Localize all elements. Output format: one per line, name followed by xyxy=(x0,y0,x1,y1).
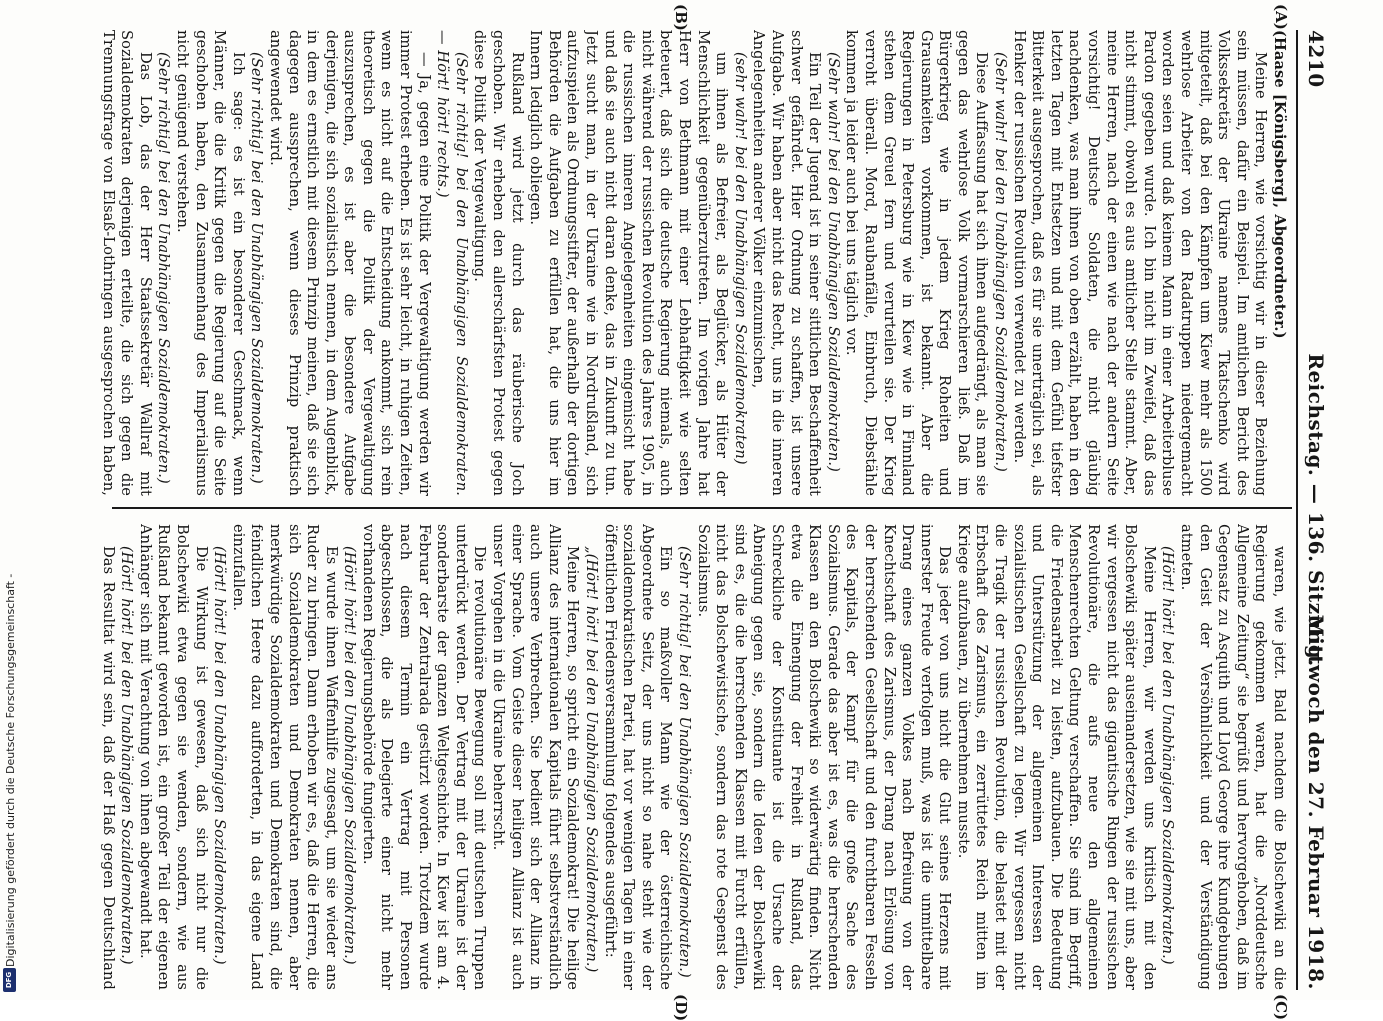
page-header xyxy=(1296,30,1330,990)
paragraph: (Sehr richtig! bei den Unabhängigen Sozialdemokraten.) xyxy=(248,52,266,484)
header-rule xyxy=(1296,30,1298,990)
paragraph: Diese Auffassung hat sich ihnen aufgedrängt, als man sie gegen das wehrlose Volk vormarschieren ließ. Daß im Bürgerkrieg wie in jedem Krieg Roheiten und Grausamkeiten vorkommen, ist bekannt. Aber die Regierungen in Petersburg wie in Kiew wie in Finnland stehen dem Greuel fern und verurteilen sie. Der Krieg verroht überall. Mord, Raubanfälle, Einbruch, Diebstähle kommen ja leider auch bei uns täglich vor. xyxy=(843,30,991,496)
speaker-line: (Haase [Königsberg], Abgeordneter.) xyxy=(1271,30,1288,339)
dfg-logo xyxy=(3,968,16,992)
paragraph: Rußland wird jetzt durch das räuberische Joch geschoben. Wir erheben den allerschärfsten Protest gegen diese Politik der Vergewaltigung. xyxy=(471,30,526,496)
paragraph: (Sehr wahr! bei den Unabhängigen Sozialdemokraten.) xyxy=(824,52,842,472)
paragraph: Ich sage: es ist ein besonderer Geschmack, wenn Männer, die die Kritik gegen die Regierung auf die Seite geschoben haben, den Zusammenhang des Imperialismus nicht genügend verstehen. xyxy=(173,30,247,496)
paragraph: Das Resultat wird sein, daß der Haß gegen Deutschland xyxy=(99,546,117,990)
newspaper-sheet xyxy=(70,4,1330,1021)
paragraph: Die Wirkung ist gewesen, daß sich nicht nur die Bolschewiki etwa gegen sie wenden, sondern, wie aus Rußland bekannt geworden ist, ein großer Teil der eigenen Anhänger sich mit Verachtung von ihnen abgewandt hat. xyxy=(136,524,210,990)
paragraph: (Sehr wahr! bei den Unabhängigen Sozialdemokraten.) xyxy=(992,52,1010,472)
paragraph: (Hört! hört! bei den Unabhängigen Sozialdemokraten.) xyxy=(1159,546,1177,965)
paragraph: (sehr wahr! bei den Unabhängigen Sozialdemokraten) xyxy=(731,52,749,465)
paragraph: Meine Herren, so spricht ein Sozialdemokrat! Die heilige Allianz des internationalen Kapitals führt selbstverständlich auch unsere Verbrechen. Sie bedient sich der Allianz in einer Sprache. Vom Geiste dieser heiligen Allianz ist auch unser Vorgehen in die Ukraine beherrscht. xyxy=(490,524,582,990)
funding-note-text: Digitalisierung gefördert durch die Deutsche Forschungsgemeinschaft - xyxy=(4,573,17,967)
paragraph: (Sehr richtig! bei den Unabhängigen Sozialdemokraten.) xyxy=(155,52,173,484)
left-column-paragraphs xyxy=(98,30,1269,496)
left-column xyxy=(98,30,1288,496)
page-number: 4210 xyxy=(1304,30,1328,88)
paragraph: um ihnen als Befreier, als Beglücker, als Hüter der Menschlichkeit gegenüberzutreten. Im vorigen Jahre hat Herr von Bethmann mit einer Lebhaftigkeit wie selten beteuert, daß sich die deutsche Regierung niemals, auch nicht während der russischen Revolution des Jahres 1905, in die russischen inneren Angelegenheiten eingemischt habe und daß sie auch nicht daran denke, das in Zukunft zu tun. Jetzt sucht man, in der Ukraine wie in Nordrußland, sich aufzuspielen als Ordnungsstifter, der außerhalb der dortigen Behörden die Aufgaben zu erfüllen hat, die uns hier im Innern lediglich obliegen. xyxy=(527,30,731,496)
dfg-logo-text: DFG xyxy=(5,971,14,989)
margin-marker-b: (B) xyxy=(672,4,690,31)
paragraph: Ein so maßvoller Mann wie der österreichische Abgeordnete Seitz, der uns nicht so nahe steht wie der sozialdemokratischen Partei, hat vor wenigen Tagen in einer öffentlichen Friedensversammlung folgendes ausgeführt: xyxy=(601,524,675,990)
paragraph: — Ja, gegen eine Politik der Vergewaltigung werden wir immer Protest erheben. Es ist sehr leicht, in ruhigen Zeiten, wenn es nicht auf die Entscheidung ankommt, sich rein theoretisch gegen die Politik der Vergewaltigung auszusprechen, es ist aber die besondere Aufgabe derjenigen, die sich sozialistisch nennen, in dem Augenblick, in dem es ernstlich mit diesem Prinzip meinen, daß sie sich dagegen aussprechen, wenn dieses Prinzip praktisch angewendet wird. xyxy=(266,30,433,496)
margin-marker-a: (A) xyxy=(1272,4,1290,30)
funding-note xyxy=(4,0,22,1000)
session-date: Mittwoch den 27. Februar 1918. xyxy=(1304,614,1328,990)
right-column-paragraphs xyxy=(98,524,1288,990)
paragraph: Ein Teil der Jugend ist in seiner sittlichen Beschaffenheit schwer gefährdet. Hier Ordnung zu schaffen, ist unsere Aufgabe. Wir haben aber nicht das Recht, uns in die inneren Angelegenheiten anderer Völker einzumischen, xyxy=(750,30,824,496)
column-separator xyxy=(112,507,1292,509)
paragraph: „(Hört! hört! bei den Unabhängigen Sozialdemokraten.) xyxy=(583,546,601,973)
paragraph: Das jeder von uns nicht die Glut seines Herzens mit innerster Freude verfolgen muß, was ist die unmittelbare Drang eines ganzen Volkes nach Befreiung von der Knechtschaft des Zarismus, der Drang nach Erlösung von der herrschenden Gesellschaft und den furchtbaren Fesseln des Kapitals, der Kampf für die große Sache des Sozialismus. Gerade das aber ist es, was die herrschenden Klassen an den Bolschewiki so widerwärtig finden. Nicht etwa die Einengung der Freiheit in Rußland, das Schreckliche der Konstituante ist die Ursache der Abneigung gegen sie, sondern die Ideen der Bolschewiki sind es, die die herrschenden Klassen mit Furcht erfüllen, nicht das Bolschewistische, sondern das rote Gespenst des Sozialismus. xyxy=(694,524,954,990)
paragraph: Die revolutionäre Bewegung soll mit deutschen Truppen unterdrückt werden. Der Vertrag mit der Ukraine ist der sonderbarste der ganzen Weltgeschichte. In Kiew ist am 4. Februar der Zentralrada gestürzt worden. Trotzdem wurde nach diesem Termin ein Vertrag mit Personen abgeschlossen, die als Delegierte einer nicht mehr vorhandenen Regierungsbehörde fungierten. xyxy=(359,524,489,990)
paragraph: (Hört! hört! bei den Unabhängigen Sozialdemokraten.) xyxy=(118,546,136,965)
paragraph: Es wurde ihnen Waffenhilfe zugesagt, um sie wieder ans Ruder zu bringen. Dann erhoben wir es, daß die Herren, die sich Sozialdemokraten und Demokraten nennen, aber merkwürdige Sozialdemokraten und Demokraten sind, die feindlichen Heere dazu aufforderten, in das eigene Land einzufallen. xyxy=(229,524,340,990)
paragraph: (Sehr richtig! bei den Unabhängigen Sozialdemokraten.) xyxy=(676,546,693,978)
session-title: Reichstag. — 136. Sitzung. xyxy=(1304,353,1328,667)
paragraph: (Hört! hört! bei den Unabhängigen Sozialdemokraten.) xyxy=(211,546,229,965)
margin-marker-c: (C) xyxy=(1272,994,1290,1021)
margin-marker-d: (D) xyxy=(672,994,690,1021)
paragraph: Das Lob, das der Herr Staatssekretär Wallraf mit Sozialdemokraten derjenigen erteilte, die sich gegen die Trennungsfrage von Elsaß-Lothringen ausgesprochen haben, xyxy=(99,30,154,496)
paragraph: Meine Herren, wie vorsichtig wir in dieser Beziehung sein müssen, dafür ein Beispiel. Im amtlichen Bericht des Volkssekretärs der Ukraine namens Tkatschenko wird mitgeteilt, daß bei den Kämpfen um Kiew mehr als 1500 wehrlose Arbeiter von den Radatruppen niedergemacht worden seien und daß keinem Mann in einer Arbeiterbluse Pardon gegeben wurde. Ich bin nicht im Zweifel, daß das nicht stimmt, obwohl es aus amtlicher Stelle stammt. Aber, meine Herren, nach der einen wie nach der andern Seite vorsichtig! Deutsche Soldaten, die nicht gläubig nachdenken, was man ihnen von oben erzählt, haben in den letzten Tagen mit Entsetzen und mit dem Gefühl tiefster Bitterkeit ausgesprochen, daß es für sie unerträglich sei, als Henker der russischen Revolution verwendet zu werden. xyxy=(1010,30,1270,496)
paragraph: (Sehr richtig! bei den Unabhängigen Sozialdemokraten. — Hört! hört! rechts.) xyxy=(434,30,470,496)
paragraph: (Hört! hört! bei den Unabhängigen Sozialdemokraten.) xyxy=(341,546,359,965)
right-column xyxy=(98,524,1288,990)
paragraph: Meine Herren, wir werden uns kritisch mit den Bolschewiki später auseinandersetzen, wie sie mit uns, aber wir vergessen nicht das gigantische Ringen der russischen Revolutionäre, die aufs neue den allgemeinen Menschenrechten Geltung verschaffen. Sie sind im Begriff, die Friedensarbeit zu leisten, aufzubauen. Die Bedeutung und Unterstützung der allgemeinen Interessen der sozialistischen Gesellschaft zu legen. Wir vergessen nicht die Tragik der russischen Revolution, die belastet mit der Erbschaft des Zarismus, ein zerrüttetes Reich mitten im Kriege aufzubauen, zu übernehmen musste. xyxy=(954,524,1158,990)
paragraph: waren, wie jetzt. Bald nachdem die Bolschewiki an die Regierung gekommen waren, hat die „Norddeutsche Allgemeine Zeitung“ sie begrüßt und hervorgehoben, daß im Gegensatz zu Asquith und Lloyd George ihre Kundgebungen den Geist der Versöhnlichkeit und der Verständigung atmeten. xyxy=(1178,524,1288,990)
